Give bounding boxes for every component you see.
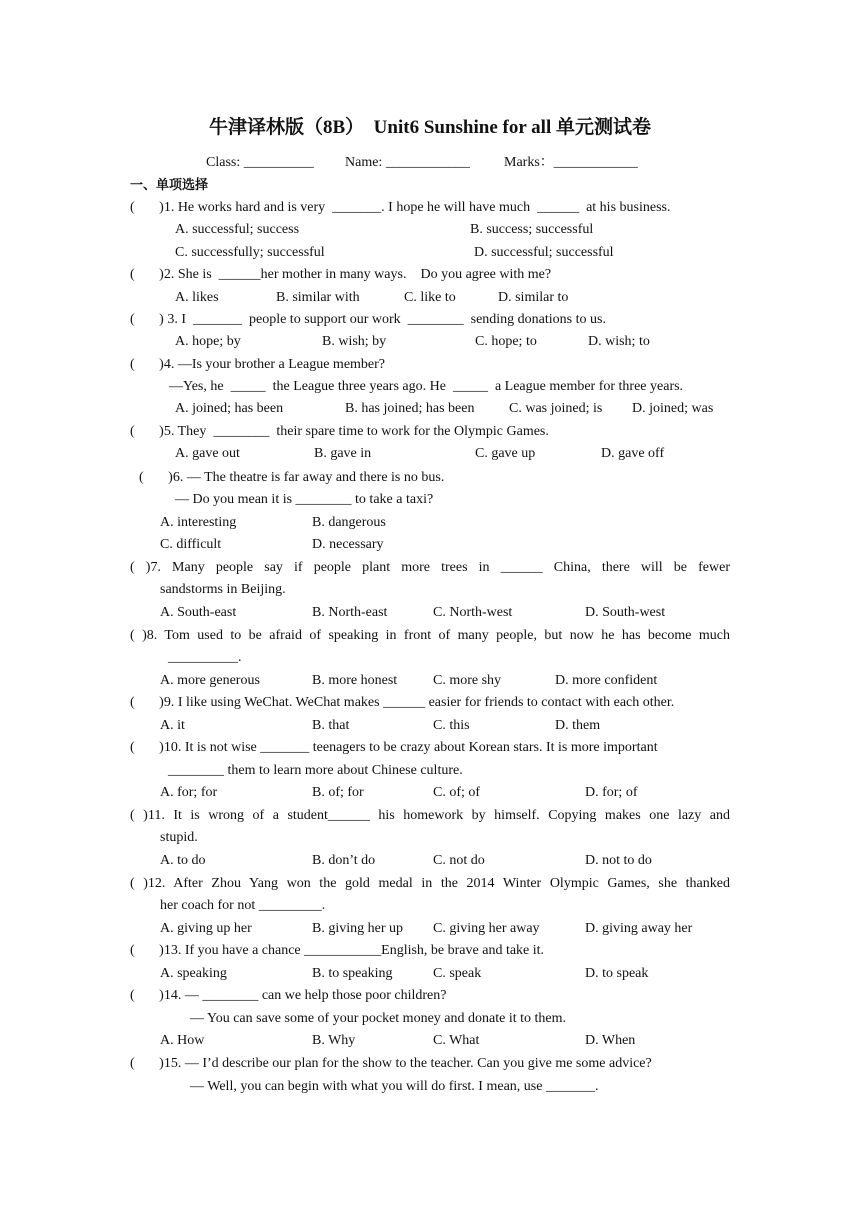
q13-option-a: A. speaking	[160, 966, 227, 981]
q12-option-c: C. giving her away	[433, 921, 540, 936]
q3-option-a: A. hope; by	[175, 334, 241, 349]
question-12: ( )12. After Zhou Yang won the gold medal in the 2014 Winter Olympic Games, she thanked	[130, 876, 730, 891]
question-11-line-2: stupid.	[160, 830, 198, 845]
q6-option-d: D. necessary	[312, 537, 384, 552]
q9-option-b: B. that	[312, 718, 350, 733]
q3-option-d: D. wish; to	[588, 334, 650, 349]
question-5: ( )5. They ________ their spare time to work for the Olympic Games.	[130, 424, 549, 439]
q6-option-b: B. dangerous	[312, 515, 386, 530]
q3-option-b: B. wish; by	[322, 334, 387, 349]
q9-option-c: C. this	[433, 718, 470, 733]
q10-option-b: B. of; for	[312, 785, 364, 800]
q8-option-a: A. more generous	[160, 673, 260, 688]
q13-option-d: D. to speak	[585, 966, 649, 981]
question-9: ( )9. I like using WeChat. WeChat makes ______ easier for friends to contact with each other.	[130, 695, 675, 710]
q14-option-a: A. How	[160, 1033, 205, 1048]
class-field: Class: __________	[206, 155, 314, 170]
q7-option-b: B. North-east	[312, 605, 388, 620]
question-10-line-2: ________ them to learn more about Chinese culture.	[168, 763, 463, 778]
q8-option-c: C. more shy	[433, 673, 502, 688]
q1-option-a: A. successful; success	[175, 222, 300, 237]
q10-option-d: D. for; of	[585, 785, 638, 800]
q4-option-d: D. joined; was	[632, 401, 714, 416]
question-12-line-2: her coach for not _________.	[160, 898, 326, 913]
q14-option-c: C. What	[433, 1033, 480, 1048]
section-heading: 一、单项选择	[130, 178, 209, 193]
q9-option-d: D. them	[555, 718, 601, 733]
question-4-line-2: —Yes, he _____ the League three years ago. He _____ a League member for three years.	[169, 379, 684, 394]
q12-option-b: B. giving her up	[312, 921, 403, 936]
question-4: ( )4. —Is your brother a League member?	[130, 357, 386, 372]
question-1: ( )1. He works hard and is very _______. I hope he will have much ______ at his business.	[130, 200, 671, 215]
question-11: ( )11. It is wrong of a student______ his homework by himself. Copying makes one lazy and	[130, 808, 730, 823]
q5-option-d: D. gave off	[601, 446, 665, 461]
name-field: Name: ____________	[345, 155, 470, 170]
q7-option-c: C. North-west	[433, 605, 513, 620]
q4-option-b: B. has joined; has been	[345, 401, 475, 416]
q10-option-a: A. for; for	[160, 785, 218, 800]
q11-option-d: D. not to do	[585, 853, 652, 868]
q14-option-d: D. When	[585, 1033, 636, 1048]
q2-option-d: D. similar to	[498, 290, 569, 305]
marks-field: Marks：____________	[504, 155, 638, 170]
q8-option-b: B. more honest	[312, 673, 398, 688]
q7-option-a: A. South-east	[160, 605, 237, 620]
q11-option-b: B. don’t do	[312, 853, 376, 868]
q2-option-c: C. like to	[404, 290, 456, 305]
q13-option-b: B. to speaking	[312, 966, 393, 981]
q13-option-c: C. speak	[433, 966, 482, 981]
q11-option-a: A. to do	[160, 853, 206, 868]
q14-option-b: B. Why	[312, 1033, 356, 1048]
q2-option-a: A. likes	[175, 290, 219, 305]
question-14: ( )14. — ________ can we help those poor children?	[130, 988, 447, 1003]
q10-option-c: C. of; of	[433, 785, 481, 800]
q5-option-a: A. gave out	[175, 446, 240, 461]
question-13: ( )13. If you have a chance ___________English, be brave and take it.	[130, 943, 545, 958]
q1-option-b: B. success; successful	[470, 222, 594, 237]
page-title: 牛津译林版（8B） Unit6 Sunshine for all 单元测试卷	[209, 117, 651, 138]
question-8: ( )8. Tom used to be afraid of speaking in front of many people, but now he has become much	[130, 628, 730, 643]
q6-option-a: A. interesting	[160, 515, 237, 530]
q11-option-c: C. not do	[433, 853, 485, 868]
q12-option-d: D. giving away her	[585, 921, 693, 936]
question-2: ( )2. She is ______her mother in many ways. Do you agree with me?	[130, 267, 552, 282]
question-8-line-2: __________.	[168, 650, 242, 665]
question-15-line-2: — Well, you can begin with what you will do first. I mean, use _______.	[190, 1079, 599, 1094]
question-3: ( ) 3. I _______ people to support our work ________ sending donations to us.	[130, 312, 606, 327]
question-10: ( )10. It is not wise _______ teenagers to be crazy about Korean stars. It is more important	[130, 740, 658, 755]
question-15: ( )15. — I’d describe our plan for the show to the teacher. Can you give me some advice?	[130, 1056, 652, 1071]
q12-option-a: A. giving up her	[160, 921, 252, 936]
q7-option-d: D. South-west	[585, 605, 666, 620]
q8-option-d: D. more confident	[555, 673, 658, 688]
question-7-line-2: sandstorms in Beijing.	[160, 582, 286, 597]
q4-option-a: A. joined; has been	[175, 401, 284, 416]
q3-option-c: C. hope; to	[475, 334, 537, 349]
q5-option-c: C. gave up	[475, 446, 536, 461]
question-7: ( )7. Many people say if people plant more trees in ______ China, there will be fewer	[130, 560, 730, 575]
q5-option-b: B. gave in	[314, 446, 372, 461]
q4-option-c: C. was joined; is	[509, 401, 603, 416]
q2-option-b: B. similar with	[276, 290, 360, 305]
question-6-line-2: — Do you mean it is ________ to take a taxi?	[175, 492, 434, 507]
q6-option-c: C. difficult	[160, 537, 222, 552]
q1-option-d: D. successful; successful	[474, 245, 614, 260]
q9-option-a: A. it	[160, 718, 185, 733]
question-6: ( )6. — The theatre is far away and there is no bus.	[139, 470, 445, 485]
q1-option-c: C. successfully; successful	[175, 245, 325, 260]
question-14-line-2: — You can save some of your pocket money and donate it to them.	[190, 1011, 566, 1026]
